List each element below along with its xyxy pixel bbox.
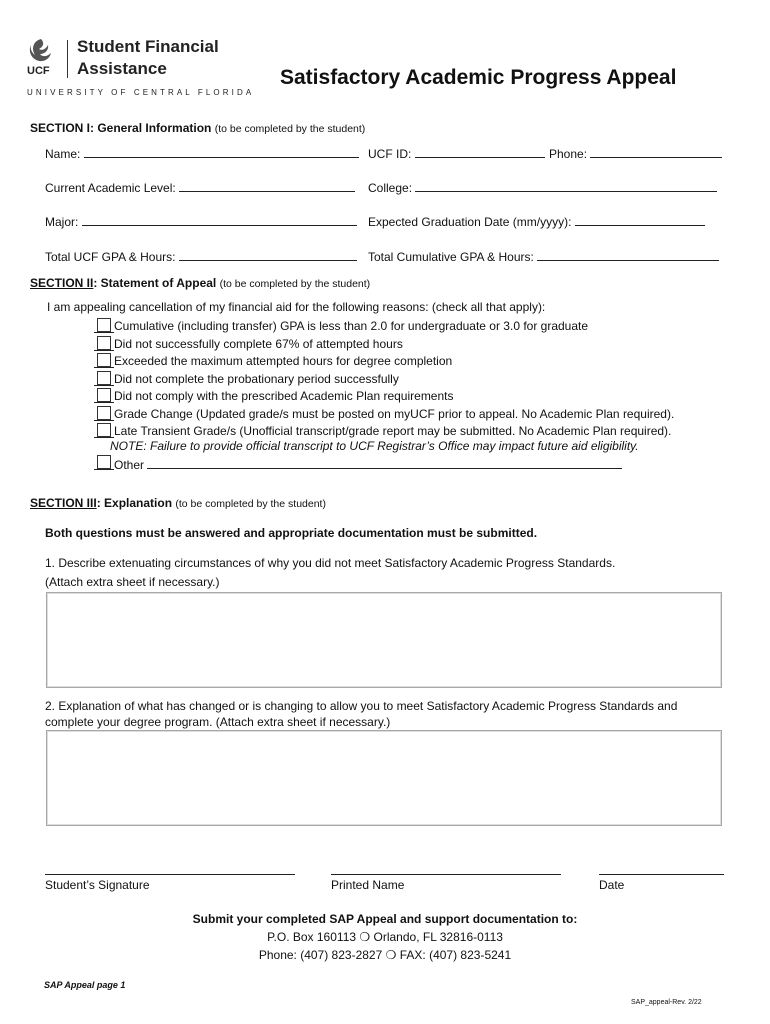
bullet-icon: ❍: [359, 930, 371, 944]
name-field[interactable]: Name:: [45, 145, 359, 161]
reason-label: Cumulative (including transfer) GPA is less than 2.0 for undergraduate or 3.0 for graduate: [114, 319, 589, 333]
contact-numbers: Phone: (407) 823-2827 ❍ FAX: (407) 823-5241: [258, 948, 512, 962]
section-1-heading: SECTION I: General Information (to be completed by the student): [30, 121, 366, 135]
header-divider: [67, 40, 68, 78]
checkbox-underline: [94, 332, 114, 333]
student-signature-label: Student’s Signature: [45, 878, 150, 892]
checkbox-underline: [94, 385, 114, 386]
ucf-id-field[interactable]: UCF ID:: [368, 145, 545, 161]
page-title: Satisfactory Academic Progress Appeal: [280, 66, 677, 89]
ucf-wordmark: UCF: [27, 65, 50, 77]
reason-label: Did not comply with the prescribed Academic Plan requirements: [114, 389, 454, 403]
phone-field[interactable]: Phone:: [549, 145, 722, 161]
reason-label: Did not successfully complete 67% of attempted hours: [114, 336, 403, 351]
checkbox-reason[interactable]: [97, 406, 111, 420]
university-name: UNIVERSITY OF CENTRAL FLORIDA: [27, 88, 255, 97]
brand-line-2: Assistance: [77, 59, 167, 78]
checkbox-reason[interactable]: [97, 336, 111, 350]
college-field[interactable]: College:: [368, 179, 717, 195]
checkbox-underline: [94, 350, 114, 351]
graduation-date-field[interactable]: Expected Graduation Date (mm/yyyy):: [368, 213, 705, 229]
transcript-note: NOTE: Failure to provide official transcript to UCF Registrar’s Office may impact future aid eligibility.: [110, 439, 639, 453]
ucf-gpa-field[interactable]: Total UCF GPA & Hours:: [45, 248, 357, 264]
checkbox-underline: [94, 420, 114, 421]
reason-label: Did not complete the probationary period successfully: [114, 371, 399, 386]
section-3-heading: SECTION III: Explanation (to be completed by the student): [30, 496, 326, 510]
checkbox-reason[interactable]: [97, 318, 111, 332]
student-signature-line[interactable]: [45, 874, 295, 875]
checkbox-reason[interactable]: [97, 423, 111, 437]
reason-label: Exceeded the maximum attempted hours for degree completion: [114, 354, 453, 368]
cumulative-gpa-field[interactable]: Total Cumulative GPA & Hours:: [368, 248, 719, 264]
academic-level-field[interactable]: Current Academic Level:: [45, 179, 355, 195]
checkbox-underline: [94, 469, 114, 470]
reason-label: Late Transient Grade/s (Unofficial transcript/grade report may be submitted. No Academic Plan required).: [114, 424, 672, 438]
section-2-heading: SECTION II: Statement of Appeal (to be completed by the student): [30, 276, 371, 290]
checkbox-reason[interactable]: [97, 353, 111, 367]
question-2-line-1: 2. Explanation of what has changed or is changing to allow you to meet Satisfactory Academic Progress Standards and: [45, 699, 678, 713]
checkbox-reason[interactable]: [97, 388, 111, 402]
submit-instructions: Submit your completed SAP Appeal and support documentation to:: [192, 912, 578, 926]
reason-label: Grade Change (Updated grade/s must be posted on myUCF prior to appeal. No Academic Plan required).: [114, 406, 675, 421]
question-2-answer-box[interactable]: [46, 730, 722, 826]
documentation-requirement: Both questions must be answered and appropriate documentation must be submitted.: [45, 526, 538, 540]
checkbox-underline: [94, 402, 114, 403]
appeal-intro: I am appealing cancellation of my financial aid for the following reasons: (check all that apply):: [47, 300, 546, 314]
bullet-icon: ❍: [385, 948, 397, 962]
date-line[interactable]: [599, 874, 724, 875]
printed-name-line[interactable]: [331, 874, 561, 875]
question-1-line-1: 1. Describe extenuating circumstances of why you did not meet Satisfactory Academic Progress Standards.: [45, 556, 616, 570]
question-1-answer-box[interactable]: [46, 592, 722, 688]
other-field[interactable]: Other: [114, 456, 622, 472]
major-field[interactable]: Major:: [45, 213, 357, 229]
mailing-address: P.O. Box 160113 ❍ Orlando, FL 32816-0113: [267, 930, 503, 944]
checkbox-underline: [94, 367, 114, 368]
revision-label: SAP_appeal-Rev. 2/22: [631, 999, 702, 1006]
checkbox-underline: [94, 437, 114, 438]
brand-line-1: Student Financial: [77, 37, 219, 56]
printed-name-label: Printed Name: [331, 878, 405, 892]
checkbox-other[interactable]: [97, 455, 111, 469]
date-label: Date: [599, 878, 625, 892]
question-2-line-2: complete your degree program. (Attach extra sheet if necessary.): [45, 715, 391, 729]
checkbox-reason[interactable]: [97, 371, 111, 385]
question-1-line-2: (Attach extra sheet if necessary.): [45, 575, 220, 589]
page-label: SAP Appeal page 1: [44, 980, 126, 990]
